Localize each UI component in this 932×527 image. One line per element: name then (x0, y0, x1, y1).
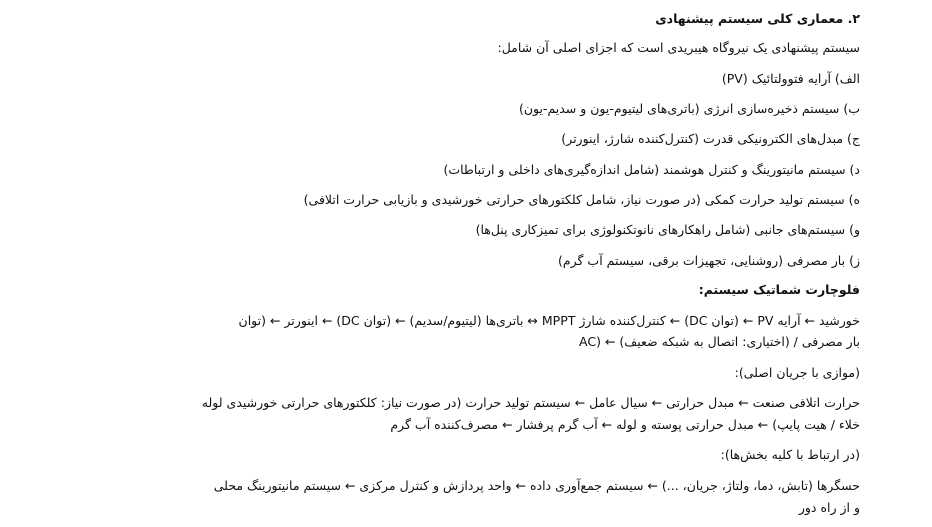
flowchart-main-line-2: AC) ← بار مصرفی / (اختیاری: اتصال به شبکه ضعیف) (579, 334, 860, 349)
flowchart-main-line-1: خورشید ← آرایه PV ← (توان DC) ← کنترل‌کننده شارژ MPPT ↔ باتری‌ها (لیتیوم/سدیم) ← (توان DC) ← اینورتر ← (توان (238, 313, 860, 328)
flowchart-parallel-line-2: خلاء / هیت پایپ) ← مبدل حرارتی پوسته و لوله ← آب گرم پرفشار ← مصرف‌کننده آب گرم (390, 417, 860, 432)
flowchart-title: فلوچارت شماتیک سیستم: (698, 282, 860, 297)
component-item-storage: ب) سیستم ذخیره‌سازی انرژی (باتری‌های لیتیوم-یون و سدیم-یون) (518, 101, 860, 116)
component-item-load: ز) بار مصرفی (روشنایی، تجهیزات برقی، سیستم آب گرم) (557, 253, 860, 268)
component-item-converters: ج) مبدل‌های الکترونیکی قدرت (کنترل‌کننده شارژ، اینورتر) (561, 131, 860, 146)
flowchart-connection-line-1: حسگرها (تابش، دما، ولتاژ، جریان، ...) ← سیستم جمع‌آوری داده ← واحد پردازش و کنترل مرکزی ← سیستم مانیتورینگ محلی (213, 478, 860, 493)
component-item-monitoring: د) سیستم مانیتورینگ و کنترل هوشمند (شامل اندازه‌گیری‌های داخلی و ارتباطات) (443, 162, 860, 177)
flowchart-parallel-label: (موازی با جریان اصلی): (734, 365, 860, 380)
flowchart-parallel-line-1: حرارت اتلافی صنعت ← مبدل حرارتی ← سیال عامل ← سیستم تولید حرارت (در صورت نیاز: کلکتورهای حرارتی خورشیدی لوله (201, 395, 860, 410)
flowchart-connection-label: (در ارتباط با کلیه بخش‌ها): (720, 447, 860, 462)
component-item-pv: الف) آرایه فتوولتائیک (PV) (721, 71, 860, 86)
component-item-heat: ه) سیستم تولید حرارت کمکی (در صورت نیاز، شامل کلکتورهای حرارتی خورشیدی و بازیابی حرارت اتلافی) (303, 192, 860, 207)
section-title: ۲. معماری کلی سیستم پیشنهادی (655, 11, 860, 26)
flowchart-connection-line-2: و از راه دور (798, 500, 860, 515)
component-item-auxiliary: و) سیستم‌های جانبی (شامل راهکارهای نانوتکنولوژی برای تمیزکاری پنل‌ها) (475, 222, 860, 237)
section-intro: سیستم پیشنهادی یک نیروگاه هیبریدی است که اجزای اصلی آن شامل: (497, 40, 860, 55)
